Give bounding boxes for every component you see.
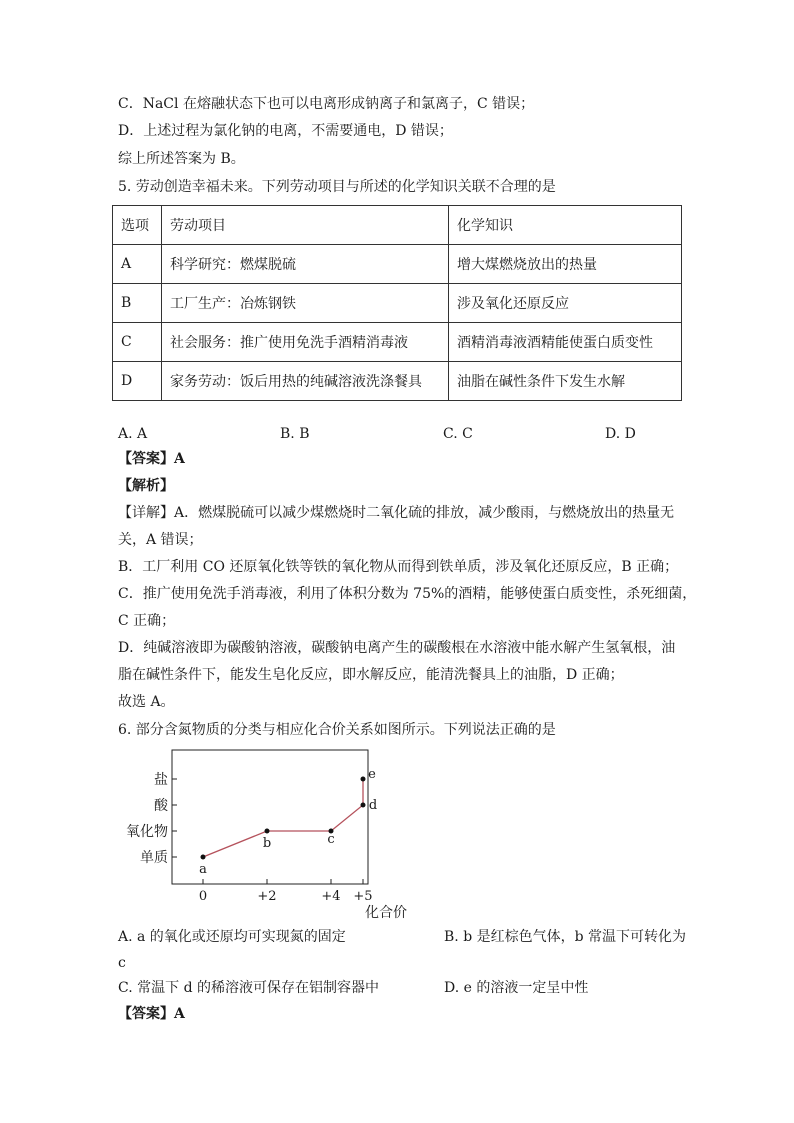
q5-option-c: C. C <box>443 426 473 442</box>
table-cell: C <box>113 323 162 362</box>
data-label-b: b <box>262 836 272 851</box>
q6-option-a: A. a 的氧化或还原均可实现氮的固定 <box>118 929 346 945</box>
q6-option-c: C. 常温下 d 的稀溶液可保存在铝制容器中 <box>118 980 379 996</box>
x-tick-label: 0 <box>198 889 208 904</box>
q5-analysis-line: 故选 A。 <box>118 694 175 710</box>
table-cell: 工厂生产：冶炼钢铁 <box>162 284 449 323</box>
q5-table <box>112 205 682 401</box>
q5-option-b: B. B <box>280 426 310 442</box>
q6-answer: 【答案】A <box>118 1006 185 1022</box>
q6-stem: 6. 部分含氮物质的分类与相应化合价关系如图所示。下列说法正确的是 <box>118 722 556 738</box>
q5-analysis-line: B．工厂利用 CO 还原氧化铁等铁的氧化物从而得到铁单质，涉及氧化还原反应，B 正确； <box>118 559 679 575</box>
q5-stem: 5. 劳动创造幸福未来。下列劳动项目与所述的化学知识关联不合理的是 <box>118 179 556 195</box>
data-point-e <box>361 777 366 782</box>
table-cell: 酒精消毒液酒精能使蛋白质变性 <box>449 323 682 362</box>
series-line <box>203 779 363 857</box>
data-label-d: d <box>368 798 378 813</box>
table-cell: D <box>113 362 162 401</box>
data-label-a: a <box>199 862 207 877</box>
q6-option-d: D. e 的溶液一定呈中性 <box>444 980 589 996</box>
q5-option-a: A. A <box>118 426 148 442</box>
table-header-cell: 选项 <box>113 206 162 245</box>
q6-option-b-cont: c <box>118 955 126 971</box>
x-tick-label: +2 <box>257 889 277 904</box>
table-cell: 社会服务：推广使用免洗手酒精消毒液 <box>162 323 449 362</box>
q5-analysis-line: 关，A 错误； <box>118 532 203 548</box>
q5-analysis-line: C．推广使用免洗手消毒液，利用了体积分数为 75%的酒精，能够使蛋白质变性，杀死细菌， <box>118 586 697 602</box>
table-row <box>113 323 682 362</box>
table-row <box>113 362 682 401</box>
data-point-d <box>361 803 366 808</box>
q5-analysis-line: D．纯碱溶液即为碳酸钠溶液，碳酸钠电离产生的碳酸根在水溶液中能水解产生氢氧根，油 <box>118 640 676 656</box>
data-point-a <box>201 855 206 860</box>
q6-option-b: B. b 是红棕色气体，b 常温下可转化为 <box>444 929 687 945</box>
data-point-b <box>265 829 270 834</box>
prev-line-d: D．上述过程为氯化钠的电离，不需要通电，D 错误； <box>118 123 453 139</box>
x-tick-label: +4 <box>321 889 341 904</box>
table-cell: A <box>113 245 162 284</box>
table-header-cell: 劳动项目 <box>162 206 449 245</box>
table-header-row <box>113 206 682 245</box>
q5-analysis-title: 【解析】 <box>118 478 174 494</box>
prev-line-c: C．NaCl 在熔融状态下也可以电离形成钠离子和氯离子，C 错误； <box>118 96 535 112</box>
q5-answer: 【答案】A <box>118 451 185 467</box>
table-cell: 科学研究：燃煤脱硫 <box>162 245 449 284</box>
table-cell: 油脂在碱性条件下发生水解 <box>449 362 682 401</box>
q5-option-d: D. D <box>605 426 636 442</box>
prev-summary: 综上所述答案为 B。 <box>118 151 245 167</box>
table-cell: B <box>113 284 162 323</box>
y-tick-label: 酸 <box>154 798 168 814</box>
q5-analysis-line: 【详解】A．燃煤脱硫可以减少煤燃烧时二氧化硫的排放，减少酸雨，与燃烧放出的热量无 <box>118 505 675 521</box>
y-tick-label: 单质 <box>140 850 168 866</box>
table-cell: 增大煤燃烧放出的热量 <box>449 245 682 284</box>
q5-analysis-line: 脂在碱性条件下，能发生皂化反应，即水解反应，能清洗餐具上的油脂，D 正确； <box>118 667 624 683</box>
data-label-e: e <box>368 767 376 782</box>
q5-analysis-line: C 正确； <box>118 613 176 629</box>
table-cell: 涉及氧化还原反应 <box>449 284 682 323</box>
y-tick-label: 氧化物 <box>126 824 168 840</box>
data-label-c: c <box>327 832 335 847</box>
table-row <box>113 284 682 323</box>
x-tick-label: +5 <box>353 889 373 904</box>
x-axis-label: 化合价 <box>365 905 407 921</box>
nitrogen-valence-chart <box>110 744 420 922</box>
table-row <box>113 245 682 284</box>
y-tick-label: 盐 <box>154 772 168 788</box>
table-header-cell: 化学知识 <box>449 206 682 245</box>
table-cell: 家务劳动：饭后用热的纯碱溶液洗涤餐具 <box>162 362 449 401</box>
